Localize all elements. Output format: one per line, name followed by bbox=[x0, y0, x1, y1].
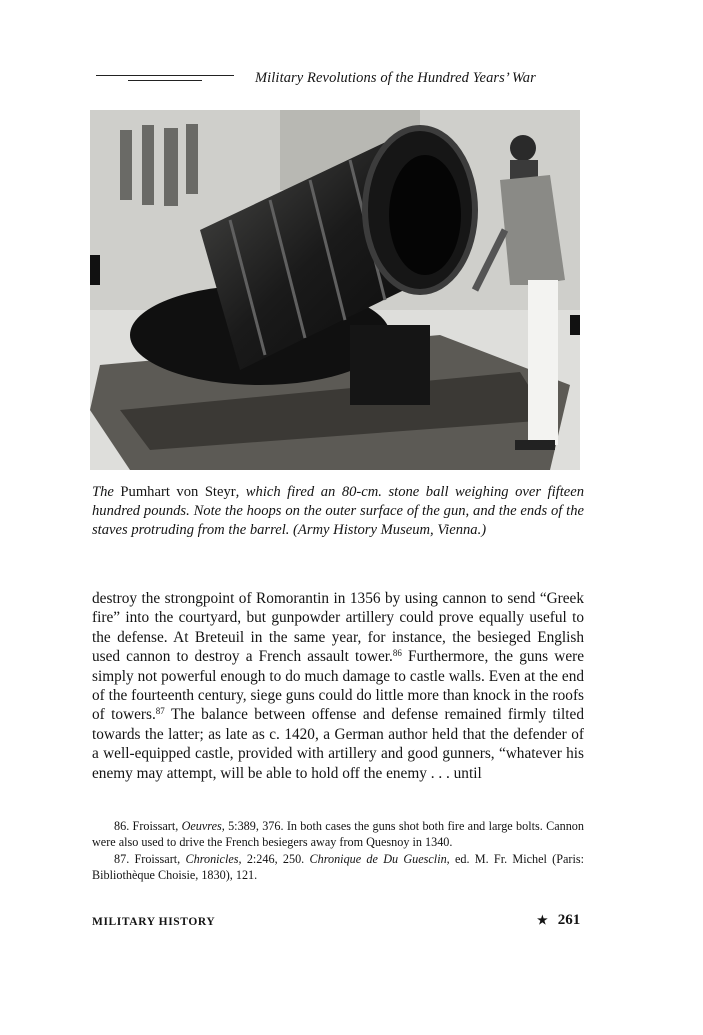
caption-gun-name: Pumhart von Steyr bbox=[120, 484, 236, 500]
running-head: Military Revolutions of the Hundred Years’ War bbox=[255, 70, 536, 86]
footnote-86-lead: 86. Froissart, bbox=[114, 819, 182, 833]
footnote-ref-87: 87 bbox=[155, 706, 165, 717]
footnote-ref-86: 86 bbox=[392, 648, 402, 659]
caption-lead: The bbox=[92, 484, 121, 500]
star-icon: ★ bbox=[537, 913, 548, 927]
footnote-87-title-2: Chronique de Du Guesclin, bbox=[309, 851, 450, 866]
footnote-87-title-1: Chronicles, bbox=[185, 851, 242, 866]
cannon-photograph bbox=[90, 110, 580, 470]
caption-text: , which fired an 80-cm. stone ball weighing over fifteen hundred pounds. Note the hoops on the outer surface of the gun, and the ends of the staves protruding from the barrel. (Army History Museum, Vienna.) bbox=[92, 484, 584, 538]
journal-name: MILITARY HISTORY bbox=[92, 916, 216, 928]
footnote-87 bbox=[92, 851, 584, 884]
footnote-87-lead: 87. Froissart, bbox=[114, 851, 186, 866]
figure-caption bbox=[92, 483, 584, 540]
footnote-86-text: 5:389, 376. In both cases the guns shot both fire and large bolts. Cannon were also used to drive the French besiegers away from Quesnoy in 1340. bbox=[92, 819, 584, 850]
body-text-part-2: Furthermore, the guns were simply not powerful enough to do much damage to castle walls. Even at the end of the fourteenth century, siege guns could do little more than knock in the roofs of towers. bbox=[92, 648, 584, 724]
footnote-87-text-1: 2:246, 250. bbox=[241, 851, 310, 866]
footnote-86 bbox=[92, 818, 584, 851]
cannon-photo-illustration bbox=[90, 110, 580, 470]
body-text-part-1: destroy the strongpoint of Romorantin in 1356 by using cannon to send “Greek fire” into the courtyard, but gunpowder artillery could prove equally useful to the defense. At Breteuil in the same year, for instance, the besieged English used cannon to destroy a French assault tower. bbox=[92, 590, 584, 666]
footnote-87-text-2: ed. M. Fr. Michel (Paris: Bibliothèque Choisie, 1830), 121. bbox=[92, 851, 585, 883]
header-rule-long bbox=[96, 75, 234, 76]
footnote-86-title: Oeuvres, bbox=[181, 819, 225, 833]
body-paragraph bbox=[92, 589, 584, 783]
header-rule-short bbox=[128, 80, 202, 81]
page-number-block bbox=[537, 912, 580, 929]
footnotes bbox=[92, 818, 584, 884]
body-text-part-3: The balance between offense and defense remained firmly tilted towards the latter; as late as c. 1420, a German author held that the defender of a well-equipped castle, provided with artillery and good gunners, “whatever his enemy may attempt, will be able to hold off the enemy . . . until bbox=[92, 706, 584, 782]
page-number: 261 bbox=[557, 912, 581, 928]
